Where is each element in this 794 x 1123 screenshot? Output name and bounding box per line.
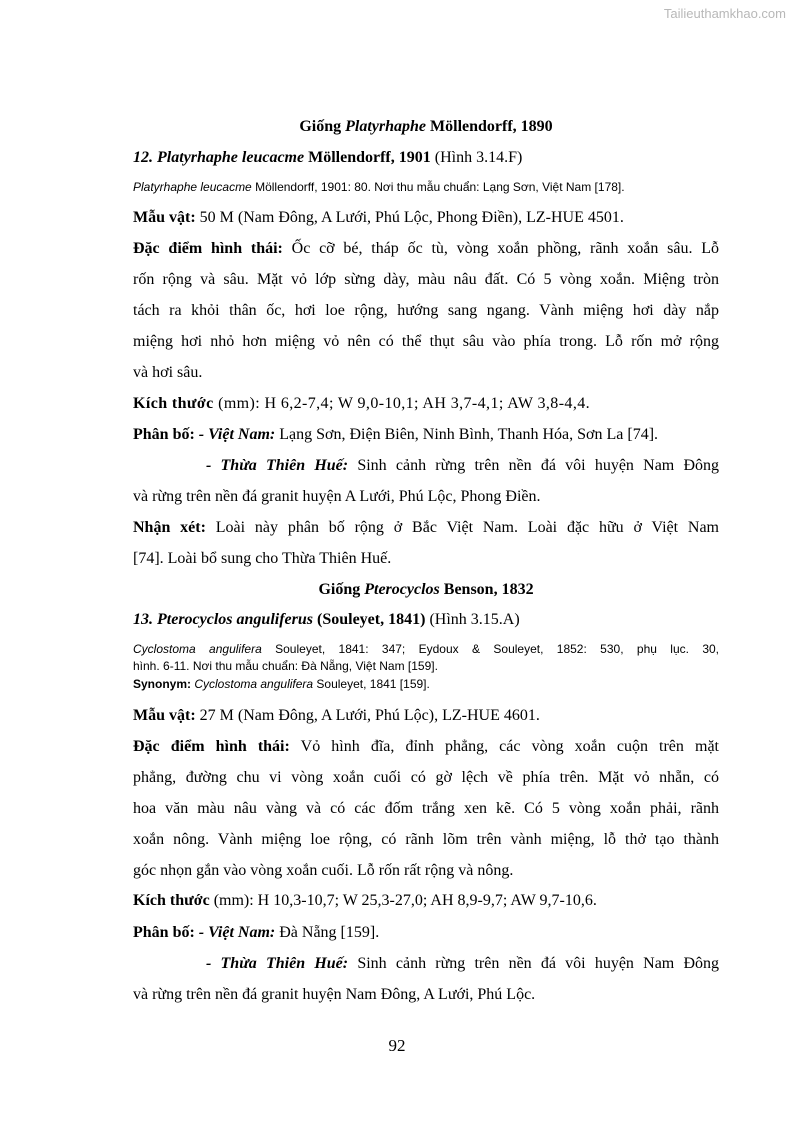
species-12-remark-line-2: [74]. Loài bổ sung cho Thừa Thiên Huế. xyxy=(133,550,392,567)
species-13-morphology-line-2: phẳng, đường chu vi vòng xoắn cuối có gờ lệch về phía trên. Mặt vỏ nhẵn, có xyxy=(133,769,719,786)
species-12-morphology-line-5: và hơi sâu. xyxy=(133,364,203,381)
species-12-morphology-line-1: Đặc điểm hình thái: Ốc cỡ bé, tháp ốc tù, vòng xoắn phồng, rãnh xoắn sâu. Lỗ xyxy=(133,240,719,257)
species-12-reference: Platyrhaphe leucacme Möllendorff, 1901: 80. Nơi thu mẫu chuẩn: Lạng Sơn, Việt Nam [178]. xyxy=(133,180,625,194)
species-12-title: 12. Platyrhaphe leucacme Möllendorff, 1901 (Hình 3.14.F) xyxy=(133,149,523,166)
species-13-morphology-line-1: Đặc điểm hình thái: Vỏ hình đĩa, đỉnh phẳng, các vòng xoắn cuộn trên mặt xyxy=(133,738,719,755)
genus-heading-pterocyclos: Giống Pterocyclos Benson, 1832 xyxy=(318,581,534,598)
species-13-specimen: Mẫu vật: 27 M (Nam Đông, A Lưới, Phú Lộc), LZ-HUE 4601. xyxy=(133,707,540,724)
species-13-morphology-line-5: góc nhọn gắn vào vòng xoắn cuối. Lỗ rốn rất rộng và nông. xyxy=(133,862,514,879)
page-number: 92 xyxy=(388,1036,406,1055)
species-13-morphology-line-3: hoa văn màu nâu vàng và có các đốm trắng xen kẽ. Có 5 vòng xoắn phải, rãnh xyxy=(133,800,719,817)
species-13-size: Kích thước (mm): H 10,3-10,7; W 25,3-27,0; AH 8,9-9,7; AW 9,7-10,6. xyxy=(133,892,597,909)
genus-heading-platyrhaphe: Giống Platyrhaphe Möllendorff, 1890 xyxy=(299,118,553,135)
species-12-size: Kích thước (mm): H 6,2-7,4; W 9,0-10,1; AH 3,7-4,1; AW 3,8-4,4. xyxy=(133,395,591,412)
species-13-distribution-tth: - Thừa Thiên Huế: Sinh cảnh rừng trên nền đá vôi huyện Nam Đông xyxy=(206,955,720,972)
species-13-synonym: Synonym: Cyclostoma angulifera Souleyet, 1841 [159]. xyxy=(133,677,430,691)
species-13-reference-line-2: hình. 6-11. Nơi thu mẫu chuẩn: Đà Nẵng, Việt Nam [159]. xyxy=(133,659,438,673)
species-12-distribution-tth: - Thừa Thiên Huế: Sinh cảnh rừng trên nền đá vôi huyện Nam Đông xyxy=(206,457,720,474)
watermark: Tailieuthamkhao.com xyxy=(663,6,786,21)
species-12-remark: Nhận xét: Loài này phân bố rộng ở Bắc Việt Nam. Loài đặc hữu ở Việt Nam xyxy=(133,519,719,536)
species-12-distribution-vn: Phân bố: - Việt Nam: Lạng Sơn, Điện Biên, Ninh Bình, Thanh Hóa, Sơn La [74]. xyxy=(133,426,659,443)
species-12-morphology-line-3: tách ra khỏi thân ốc, hơi loe rộng, hướng sang ngang. Vành miệng hơi dày nắp xyxy=(133,302,719,319)
species-12-morphology-line-2: rốn rộng và sâu. Mặt vỏ lớp sừng dày, màu nâu đất. Có 5 vòng xoắn. Miệng tròn xyxy=(133,271,719,288)
species-12-specimen: Mẫu vật: 50 M (Nam Đông, A Lưới, Phú Lộc, Phong Điền), LZ-HUE 4501. xyxy=(133,209,624,226)
species-13-reference-line-1: Cyclostoma angulifera Souleyet, 1841: 347; Eydoux & Souleyet, 1852: 530, phụ lục. 30, xyxy=(133,642,719,656)
species-12-distribution-tth-line-2: và rừng trên nền đá granit huyện A Lưới, Phú Lộc, Phong Điền. xyxy=(133,488,541,505)
species-13-distribution-tth-line-2: và rừng trên nền đá granit huyện Nam Đông, A Lưới, Phú Lộc. xyxy=(133,986,536,1003)
species-13-title: 13. Pterocyclos anguliferus (Souleyet, 1841) (Hình 3.15.A) xyxy=(133,611,520,628)
species-13-distribution-vn: Phân bố: - Việt Nam: Đà Nẵng [159]. xyxy=(133,924,380,941)
species-13-morphology-line-4: xoắn nông. Vành miệng loe rộng, có rãnh lõm trên vành miệng, lỗ thở tạo thành xyxy=(133,831,719,848)
species-12-morphology-line-4: miệng hơi nhỏ hơn miệng vỏ nên có thể thụt sâu vào phía trong. Lỗ rốn mở rộng xyxy=(133,333,719,350)
